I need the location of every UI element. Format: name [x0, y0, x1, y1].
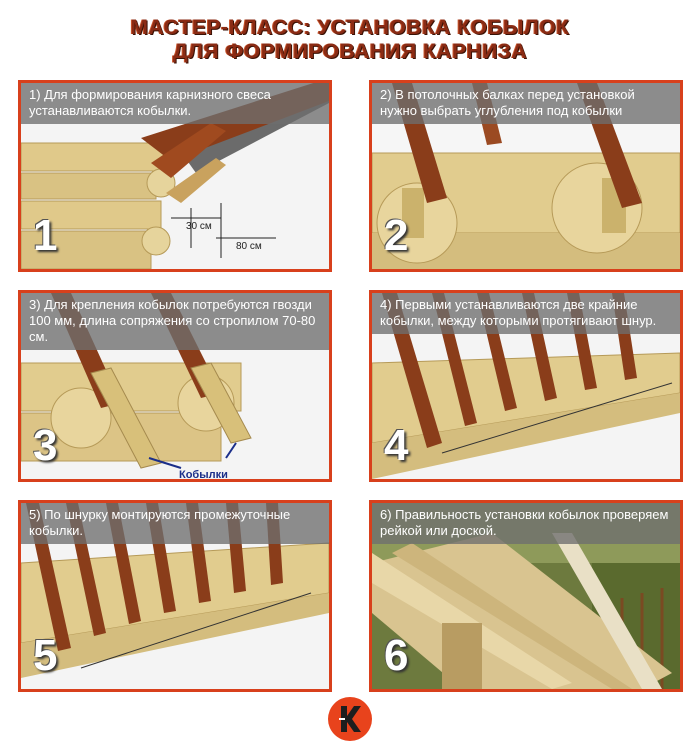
- step-3-caption: 3) Для крепления кобылок потребуются гвозди 100 мм, длина сопряжения со стропилом 70-80 см.: [21, 293, 329, 350]
- step-5-number: 5: [33, 631, 58, 680]
- step-6-number: 6: [384, 631, 409, 680]
- step-1-caption: 1) Для формирования карнизного свеса устанавливаются кобылки.: [21, 83, 329, 124]
- step-1-dimension-80cm: 80 см: [236, 241, 262, 252]
- step-panel-3: [18, 290, 332, 482]
- brand-logo-icon: [327, 696, 373, 742]
- step-2-number: 2: [384, 211, 409, 260]
- step-4-caption: 4) Первыми устанавливаются две крайние кобылки, между которыми протягивают шнур.: [372, 293, 680, 334]
- step-4-number: 4: [384, 421, 409, 470]
- step-5-caption: 5) По шнурку монтируются промежуточные кобылки.: [21, 503, 329, 544]
- step-2-caption: 2) В потолочных балках перед установкой нужно выбрать углубления под кобылки: [372, 83, 680, 124]
- step-panel-6: [369, 500, 683, 692]
- step-3-pointer-label: Кобылки: [179, 469, 228, 481]
- step-panel-5: [18, 500, 332, 692]
- step-panel-4: [369, 290, 683, 482]
- page-title-line1: МАСТЕР-КЛАСС: УСТАНОВКА КОБЫЛОК: [130, 16, 570, 39]
- step-1-number: 1: [33, 211, 58, 260]
- step-panel-2: [369, 80, 683, 272]
- page-title-line2: ДЛЯ ФОРМИРОВАНИЯ КАРНИЗА: [172, 40, 528, 63]
- step-panel-1: [18, 80, 332, 272]
- step-3-number: 3: [33, 421, 58, 470]
- step-6-caption: 6) Правильность установки кобылок проверяем рейкой или доской.: [372, 503, 680, 544]
- step-1-dimension-30cm: 30 см: [186, 221, 212, 232]
